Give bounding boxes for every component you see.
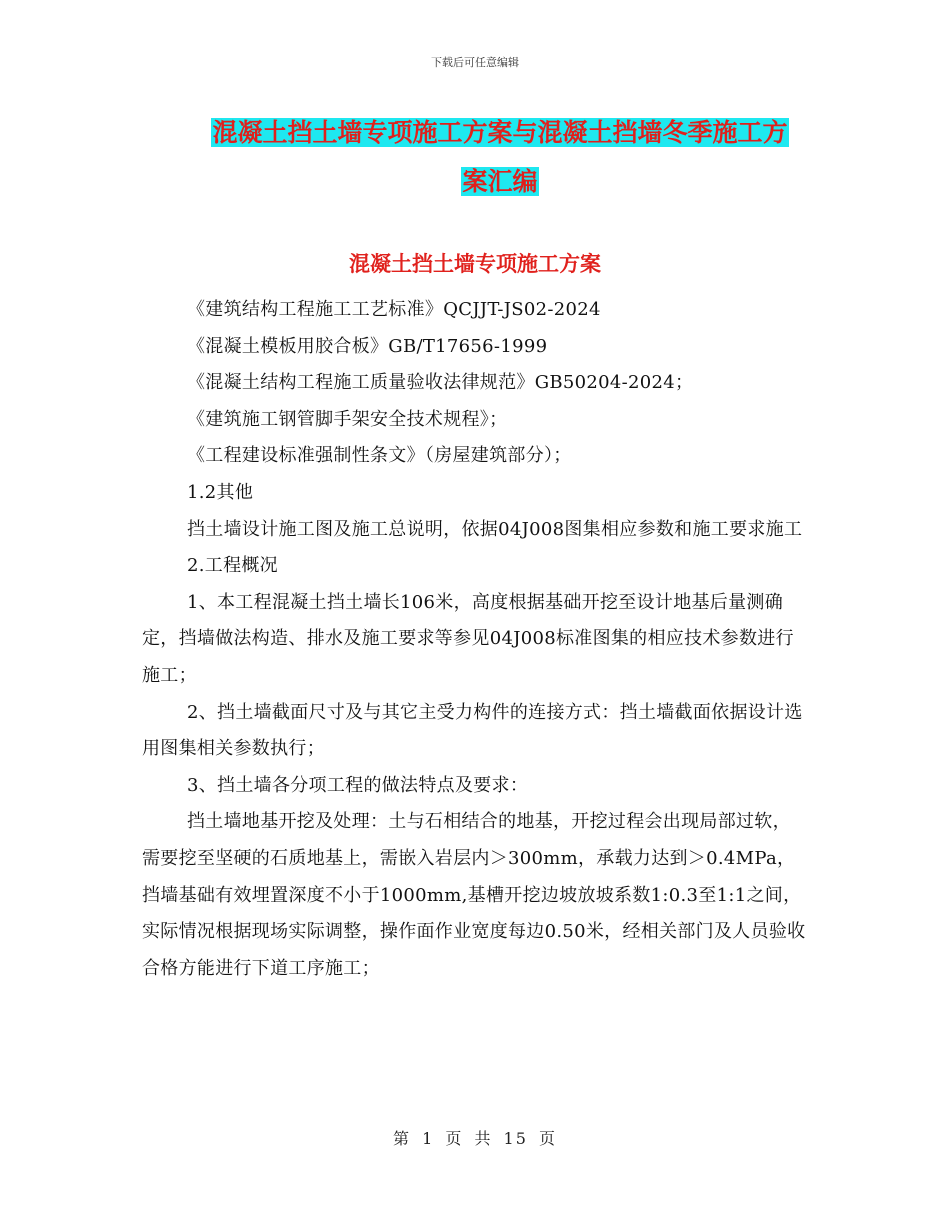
section-title: 混凝土挡土墙专项施工方案 bbox=[349, 251, 601, 276]
paragraph-reference-3: 《混凝土结构工程施工质量验收法律规范》GB50204-2024； bbox=[187, 372, 694, 394]
heading-2-project-overview: 2.工程概况 bbox=[187, 555, 278, 577]
paragraph-design-drawings: 挡土墙设计施工图及施工总说明，依据04J008图集相应参数和施工要求施工 bbox=[187, 518, 803, 540]
paragraph-overview-2: 2、挡土墙截面尺寸及与其它主受力构件的连接方式：挡土墙截面依据设计选用图集相关参数执行； bbox=[142, 701, 803, 760]
paragraph-reference-4: 《建筑施工钢管脚手架安全技术规程》； bbox=[187, 408, 508, 430]
paragraph-reference-5: 《工程建设标准强制性条文》（房屋建筑部分）； bbox=[187, 445, 572, 467]
document-title-line-1: 混凝土挡土墙专项施工方案与混凝土挡墙冬季施工方 bbox=[212, 118, 788, 147]
document-title bbox=[195, 108, 805, 206]
paragraph-reference-1: 《建筑结构工程施工工艺标准》QCJJT-JS02-2024 bbox=[187, 299, 601, 320]
paragraph-reference-2: 《混凝土模板用胶合板》GB/T17656-1999 bbox=[187, 335, 548, 357]
paragraph-foundation-excavation: 挡土墙地基开挖及处理：土与石相结合的地基，开挖过程会出现局部过软，需要挖至坚硬的石质地基上，需嵌入岩层内＞300mm，承载力达到＞0.4MPa，挡墙基础有效埋置深度不小于1000mm,基槽开挖边坡放坡系数1:0.3至1:1之间，实际情况根据现场实际调整，操作面作业宽度每边0.50米，经相关部门及人员验收合格方能进行下道工序施工； bbox=[142, 811, 806, 979]
paragraph-overview-3: 3、挡土墙各分项工程的做法特点及要求： bbox=[187, 774, 529, 796]
page-header-note: 下载后可任意编辑 bbox=[431, 56, 519, 69]
heading-1-2-other: 1.2其他 bbox=[187, 481, 254, 503]
document-body bbox=[142, 292, 808, 987]
document-title-line-2: 案汇编 bbox=[462, 167, 538, 196]
page-number: 第 1 页 共 15 页 bbox=[393, 1129, 557, 1148]
paragraph-overview-1: 1、本工程混凝土挡土墙长106米，高度根据基础开挖至设计地基后量测确定，挡墙做法构造、排水及施工要求等参见04J008标准图集的相应技术参数进行施工； bbox=[142, 591, 794, 686]
